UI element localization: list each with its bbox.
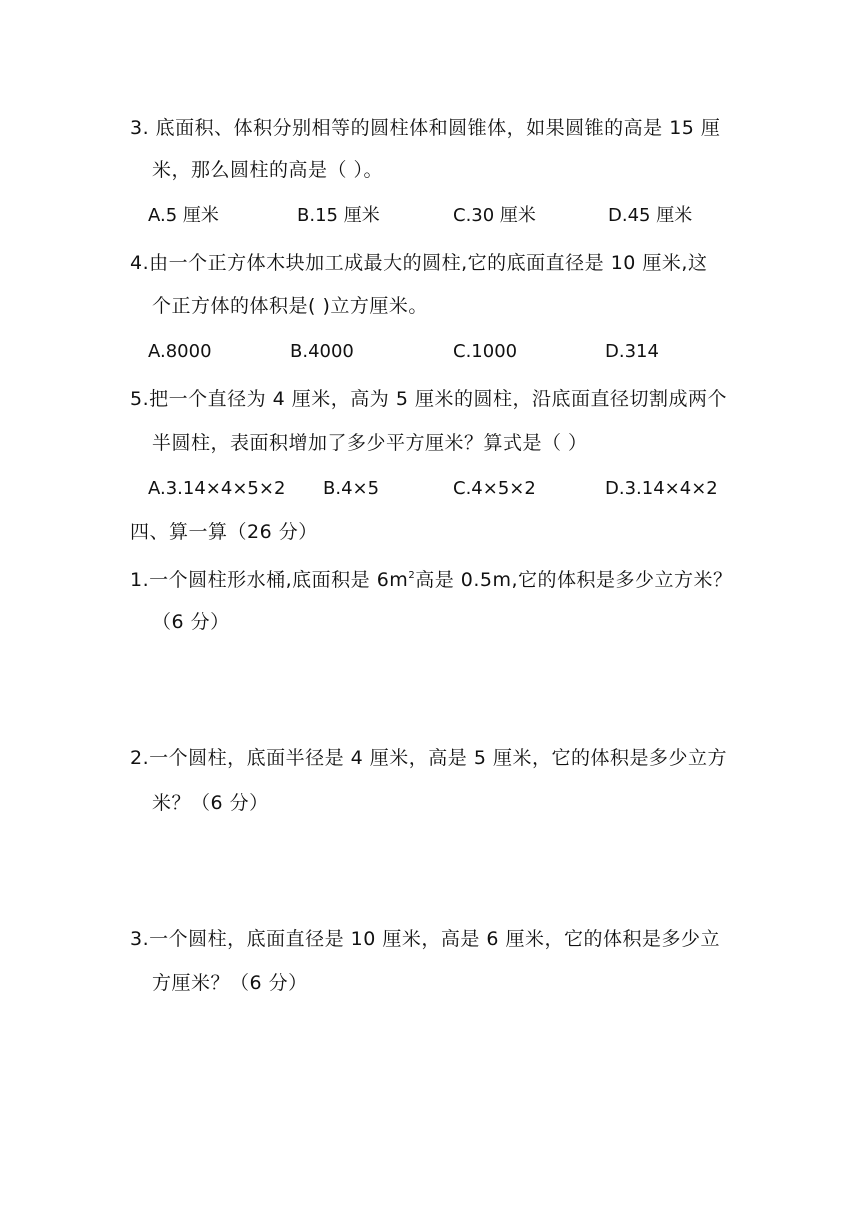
q4-option-d: D.314 [605,341,659,362]
q3-line1: 3. 底面积、体积分别相等的圆柱体和圆锥体，如果圆锥的高是 15 厘 [130,117,721,139]
calc2-line2: 米？（6 分） [152,792,269,814]
q5-option-c: C.4×5×2 [453,478,536,499]
calc3-line1: 3.一个圆柱，底面直径是 10 厘米，高是 6 厘米，它的体积是多少立 [130,928,721,950]
q3-option-a: A.5 厘米 [148,205,219,226]
q4-option-b: B.4000 [290,341,354,362]
q4-line1: 4.由一个正方体木块加工成最大的圆柱,它的底面直径是 10 厘米,这 [130,252,708,274]
q4-option-c: C.1000 [453,341,518,362]
section-heading: 四、算一算（26 分） [130,521,318,543]
q5-line2: 半圆柱，表面积增加了多少平方厘米？算式是（ ） [152,432,588,454]
q4-line2: 个正方体的体积是( )立方厘米。 [152,295,428,317]
q5-option-b: B.4×5 [323,478,380,499]
q5-option-d: D.3.14×4×2 [605,478,718,499]
calc1-text-b: 高是 0.5m,它的体积是多少立方米？ [415,569,733,591]
q3-option-c: C.30 厘米 [453,205,536,226]
q3-option-b: B.15 厘米 [297,205,380,226]
calc1-superscript: 2 [408,570,416,581]
q5-option-a: A.3.14×4×5×2 [148,478,286,499]
calc3-line2: 方厘米？（6 分） [152,972,308,994]
q3-line2: 米，那么圆柱的高是（ ）。 [152,159,384,181]
calc2-line1: 2.一个圆柱，底面半径是 4 厘米，高是 5 厘米，它的体积是多少立方 [130,747,727,769]
q5-line1: 5.把一个直径为 4 厘米，高为 5 厘米的圆柱，沿底面直径切割成两个 [130,388,727,410]
calc1-line1 [130,567,733,593]
q4-option-a: A.8000 [148,341,212,362]
q3-option-d: D.45 厘米 [608,205,693,226]
calc1-text-a: 1.一个圆柱形水桶,底面积是 6m [130,569,409,591]
calc1-line2: （6 分） [152,611,230,633]
